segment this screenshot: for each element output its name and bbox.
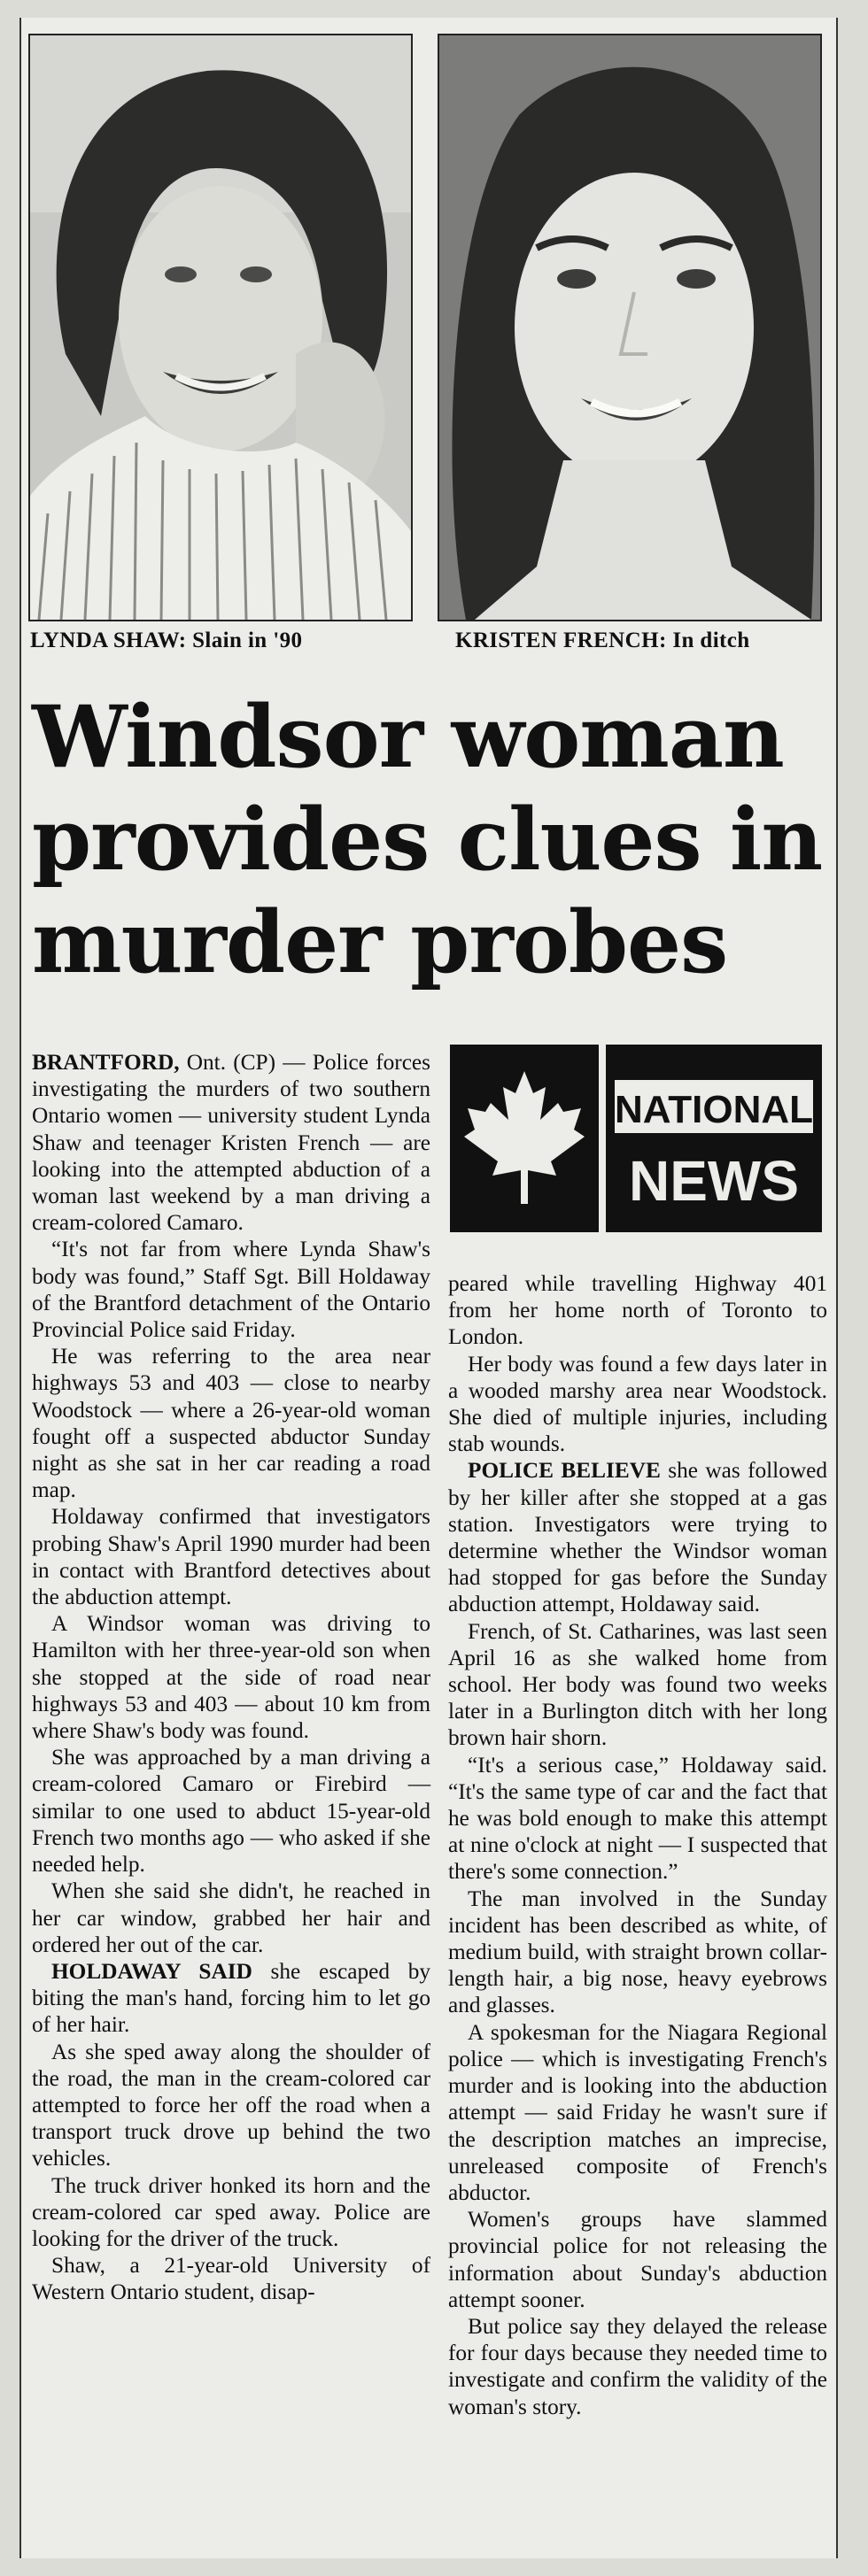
paragraph: BRANTFORD, Ont. (CP) — Police forces investigating the murders of two southern Ontario women — university student Lynda Shaw and teenager Kristen French — are looking into the attempted abduction of a woman last weekend by a man driving a cream-colored Camaro. [32,1050,430,1236]
paragraph: When she said she didn't, he reached in her car window, grabbed her hair and ordered her out of the car. [32,1878,430,1957]
paragraph: The man involved in the Sunday incident has been described as white, of medium build, with straight brown collar-length hair, a big nose, heavy eyebrows and glasses. [448,1886,827,2018]
paragraph: Women's groups have slammed provincial police for not releasing the information about Sunday's abduction attempt sooner. [448,2207,827,2312]
lynda-shaw-caption: LYNDA SHAW: Slain in '90 [30,629,303,652]
paragraph: As she sped away along the shoulder of the road, the man in the cream-colored car attempted to force her off the road when a transport truck drove up behind the two vehicles. [32,2039,430,2171]
subhead: HOLDAWAY SAID [51,1958,252,1984]
paragraph: “It's not far from where Lynda Shaw's body was found,” Staff Sgt. Bill Holdaway of the Brantford detachment of the Ontario Provincial Police said Friday. [32,1237,430,1343]
paragraph: Her body was found a few days later in a wooded marshy area near Woodstock. She died of multiple injuries, including stab wounds. [448,1351,827,1457]
paragraph: The truck driver honked its horn and the cream-colored car sped away. Police are looking for the driver of the truck. [32,2172,430,2251]
paragraph: Shaw, a 21-year-old University of Western Ontario student, disap- [32,2253,430,2305]
logo-line-2: NEWS [629,1149,799,1213]
paragraph: Holdaway confirmed that investigators probing Shaw's April 1990 murder had been in contact with Brantford detectives about the abduction attempt. [32,1504,430,1610]
article-column-right [448,1270,827,2420]
paragraph: POLICE BELIEVE she was followed by her killer after she stopped at a gas station. Investigators were trying to determine whether the Windsor woman had stopped for gas before the Sunday abduction attempt, Holdaway said. [448,1458,827,1617]
paragraph: He was referring to the area near highways 53 and 403 — close to nearby Woodstock — where a 26-year-old woman fought off a suspected abductor Sunday night as she sat in her car reading a road map. [32,1344,430,1503]
article-column-left [32,1049,430,2306]
kristen-french-caption: KRISTEN FRENCH: In ditch [455,629,750,652]
paragraph: French, of St. Catharines, was last seen April 16 as she walked home from school. Her body was found two weeks later in a Burlington ditch with her long brown hair shorn. [448,1618,827,1751]
headline: Windsor woman provides clues in murder probes [32,687,823,992]
newspaper-page [19,18,838,2558]
paragraph: But police say they delayed the release for four days because they needed time to investigate and confirm the validity of the woman's story. [448,2313,827,2419]
national-news-logo [450,1045,831,1248]
subhead: POLICE BELIEVE [468,1458,661,1484]
paragraph: HOLDAWAY SAID she escaped by biting the man's hand, forcing him to let go of her hair. [32,1958,430,2038]
logo-line-1: NATIONAL [614,1088,814,1131]
kristen-french-photo [438,34,822,621]
paragraph: peared while travelling Highway 401 from her home north of Toronto to London. [448,1271,827,1350]
dateline: BRANTFORD, [32,1050,180,1075]
lynda-shaw-photo [28,34,413,621]
paragraph: “It's a serious case,” Holdaway said. “It's the same type of car and the fact that he was bold enough to make this attempt at nine o'clock at night — I suspected that there's some connection.” [448,1752,827,1885]
paragraph: A spokesman for the Niagara Regional police — which is investigating French's murder and is looking into the abduction attempt — said Friday he wasn't sure if the description matches an imprecise, unreleased composite of French's abductor. [448,2019,827,2205]
paragraph: A Windsor woman was driving to Hamilton with her three-year-old son when she stopped at the side of road near highways 53 and 403 — about 10 km from where Shaw's body was found. [32,1611,430,1744]
paragraph: She was approached by a man driving a cream-colored Camaro or Firebird — similar to one used to abduct 15-year-old French two months ago — who asked if she needed help. [32,1745,430,1878]
